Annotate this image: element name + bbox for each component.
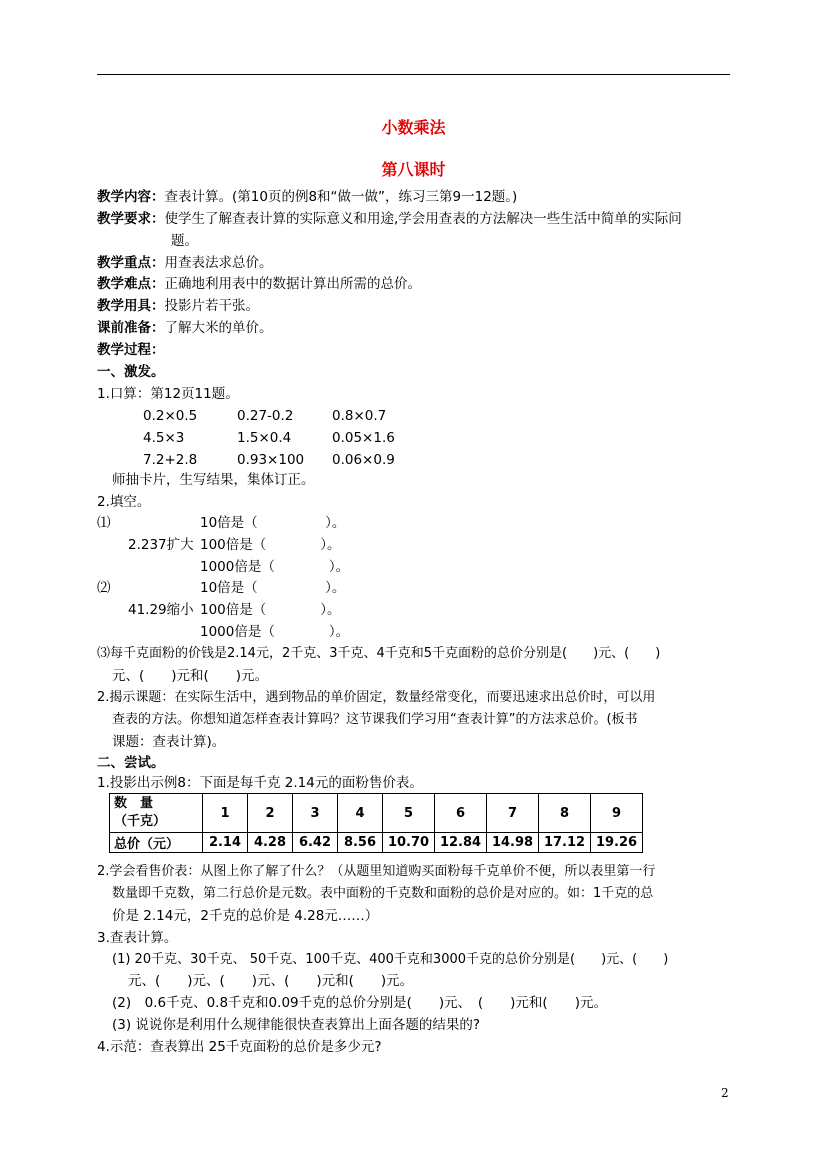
fill1-row: 10倍是（ ）。	[200, 515, 346, 531]
quantity-cell: 2	[248, 794, 293, 833]
oral-expr: 7.2+2.8	[143, 452, 198, 468]
quantity-header: 数 量 （千克）	[110, 794, 203, 833]
oral-expr: 0.8×0.7	[332, 408, 387, 424]
price-table	[109, 793, 643, 853]
price-cell: 8.56	[338, 833, 383, 853]
fill1-row: 100倍是（ ）。	[200, 537, 341, 553]
section1-heading: 一、激发。	[97, 364, 165, 380]
example-intro: 1.投影出示例8：下面是每千克 2.14元的面粉售价表。	[97, 775, 423, 791]
oral-note: 师抽卡片，生写结果，集体订正。	[112, 472, 315, 488]
meta-tools: 教学用具：投影片若干张。	[97, 298, 259, 314]
read-table-item: 2.学会看售价表：从图上你了解了什么？（从题里知道购买面粉每千克单价不便，所以表里第一行	[97, 864, 656, 879]
price-cell: 4.28	[248, 833, 293, 853]
fill1-base: 2.237扩大	[128, 537, 194, 553]
meta-requirement: 教学要求：使学生了解查表计算的实际意义和用途,学会用查表的方法解决一些生活中简单的实际问	[97, 211, 682, 227]
fill2-row: 1000倍是（ ）。	[200, 624, 350, 640]
quantity-cell: 4	[338, 794, 383, 833]
fill2-row: 10倍是（ ）。	[200, 580, 346, 596]
price-row	[110, 833, 643, 853]
oral-expr: 0.05×1.6	[332, 430, 395, 446]
read-table-cont: 数量即千克数，第二行总价是元数。表中面粉的千克数和面粉的总价是对应的。如：1千克的总	[112, 886, 654, 901]
oral-calc-item: 1.口算：第12页11题。	[97, 386, 239, 402]
oral-expr: 0.2×0.5	[143, 408, 198, 424]
meta-content: 教学内容：查表计算。(第10页的例8和“做一做”，练习三第9一12题。)	[97, 189, 518, 205]
demo-item: 4.示范：查表算出 25千克面粉的总价是多少元?	[97, 1039, 382, 1055]
price-cell: 2.14	[203, 833, 248, 853]
quantity-row	[110, 794, 643, 833]
fill3-line-cont: 元、( )元和( )元。	[112, 668, 269, 684]
fill2-number: ⑵	[97, 580, 111, 596]
price-cell: 6.42	[293, 833, 338, 853]
price-cell: 17.12	[539, 833, 591, 853]
document-title: 小数乘法	[381, 118, 446, 137]
lookup-item: 3.查表计算。	[97, 930, 178, 946]
price-header: 总价（元）	[110, 833, 203, 853]
reveal-topic-cont: 课题：查表计算)。	[112, 734, 226, 750]
oral-expr: 0.93×100	[237, 452, 305, 468]
oral-expr: 1.5×0.4	[237, 430, 292, 446]
lookup-q1-cont: 元、( )元、( )元、( )元和( )元。	[128, 973, 414, 989]
quantity-cell: 7	[487, 794, 539, 833]
lookup-q2: (2) 0.6千克、0.8千克和0.09千克的总价分别是( )元、 ( )元和( )元。	[112, 995, 607, 1011]
fill2-base: 41.29缩小	[128, 602, 194, 618]
quantity-cell: 3	[293, 794, 338, 833]
fill1-number: ⑴	[97, 515, 111, 531]
meta-preparation: 课前准备：了解大米的单价。	[97, 320, 273, 336]
fill-blank-item: 2.填空。	[97, 494, 151, 510]
quantity-cell: 9	[591, 794, 643, 833]
header-rule	[97, 74, 730, 75]
reveal-topic-cont: 查表的方法。你想知道怎样查表计算吗？这节课我们学习用“查表计算”的方法求总价。(板书	[112, 712, 638, 727]
lesson-subtitle: 第八课时	[381, 160, 446, 179]
lookup-q3: (3) 说说你是利用什么规律能很快查表算出上面各题的结果的?	[112, 1017, 481, 1033]
quantity-cell: 1	[203, 794, 248, 833]
oral-expr: 4.5×3	[143, 430, 185, 446]
price-cell: 12.84	[435, 833, 487, 853]
meta-process: 教学过程：	[97, 342, 165, 358]
oral-expr: 0.06×0.9	[332, 452, 395, 468]
meta-difficulty: 教学难点：正确地利用表中的数据计算出所需的总价。	[97, 276, 421, 292]
fill1-row: 1000倍是（ ）。	[200, 559, 350, 575]
section2-heading: 二、尝试。	[97, 755, 165, 771]
page-number: 2	[721, 1086, 729, 1100]
fill2-row: 100倍是（ ）。	[200, 602, 341, 618]
meta-requirement-cont: 题。	[171, 233, 198, 249]
quantity-cell: 8	[539, 794, 591, 833]
price-cell: 10.70	[383, 833, 435, 853]
quantity-cell: 5	[383, 794, 435, 833]
fill3-line: ⑶每千克面粉的价钱是2.14元，2千克、3千克、4千克和5千克面粉的总价分别是( )元、( )	[97, 646, 661, 661]
meta-key-point: 教学重点：用查表法求总价。	[97, 255, 273, 271]
price-cell: 19.26	[591, 833, 643, 853]
read-table-cont: 价是 2.14元，2千克的总价是 4.28元……）	[112, 908, 379, 924]
lookup-q1: (1) 20千克、30千克、 50千克、100千克、400千克和3000千克的总价分别是( )元、( )	[112, 952, 669, 967]
oral-expr: 0.27-0.2	[237, 408, 294, 424]
reveal-topic: 2.揭示课题：在实际生活中，遇到物品的单价固定，数量经常变化，而要迅速求出总价时，可以用	[97, 690, 656, 705]
quantity-cell: 6	[435, 794, 487, 833]
price-cell: 14.98	[487, 833, 539, 853]
